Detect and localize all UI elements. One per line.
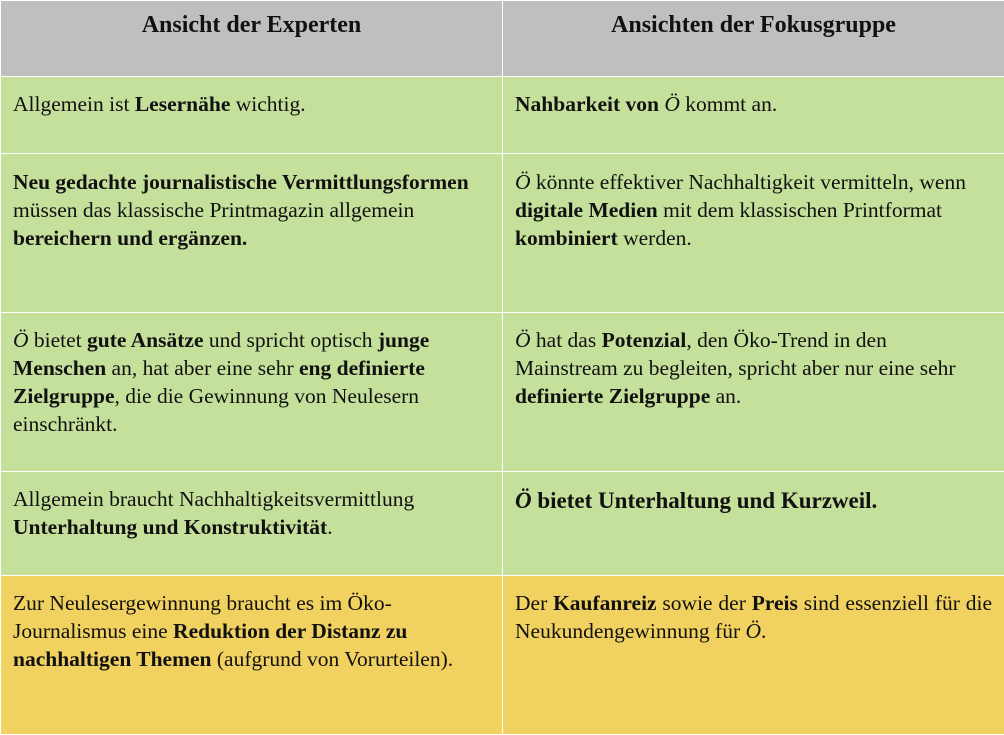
text-run: . [761, 619, 766, 643]
text-run: könnte effektiver Nachhaltigkeit vermitteln, wenn [531, 170, 966, 194]
text-run: junge Menschen [13, 328, 429, 380]
text-run: Ö [515, 328, 531, 352]
text-run: , den Öko-Trend in den Mainstream zu begleiten, spricht aber nur eine sehr [515, 328, 956, 380]
text-run: hat das [531, 328, 602, 352]
text-run: Unterhaltung und Konstruktivität [13, 515, 327, 539]
text-run: definierte Zielgruppe [515, 384, 710, 408]
text-run: Kaufanreiz [553, 591, 657, 615]
text-run: (aufgrund von Vorurteilen). [212, 647, 454, 671]
experts-cell [13, 168, 490, 252]
experts-cell [13, 485, 490, 541]
text-run: . [327, 515, 332, 539]
table-row [1, 472, 1004, 576]
text-run: Allgemein ist [13, 92, 135, 116]
text-run: Neu gedachte journalistische Vermittlungsformen [13, 170, 469, 194]
text-run: Ö [515, 488, 532, 513]
table-row [1, 154, 1004, 313]
text-run: Ö [664, 92, 680, 116]
text-run: Zur Neulesergewinnung braucht es im Öko-Journalismus eine [13, 591, 392, 643]
text-run: Der [515, 591, 553, 615]
text-run: digitale Medien [515, 198, 658, 222]
text-run: Nahbarkeit von [515, 92, 664, 116]
header-row [1, 1, 1004, 77]
focus-group-cell [515, 485, 992, 515]
text-run: wichtig. [230, 92, 305, 116]
focus-group-cell [515, 589, 992, 645]
text-run: Allgemein braucht Nachhaltigkeitsvermittlung [13, 487, 414, 511]
text-run: kommt an. [680, 92, 777, 116]
focus-group-cell [515, 168, 992, 252]
experts-cell [13, 90, 490, 118]
experts-cell [13, 326, 490, 438]
text-run: Ö [745, 619, 761, 643]
text-run: an. [710, 384, 741, 408]
text-run: sowie der [657, 591, 752, 615]
text-run: Ö [515, 170, 531, 194]
text-run: eng definierte Zielgruppe [13, 356, 425, 408]
text-run: Ö [13, 328, 29, 352]
text-run: mit dem klassischen Printformat [658, 198, 942, 222]
text-run: werden. [618, 226, 692, 250]
text-run: kombiniert [515, 226, 618, 250]
text-run: gute Ansätze [87, 328, 203, 352]
text-run: Potenzial [602, 328, 687, 352]
focus-group-cell [515, 90, 992, 118]
text-run: sind essenziell für die Neukundengewinnung für [515, 591, 992, 643]
text-run: Preis [752, 591, 798, 615]
text-run: müssen das klassische Printmagazin allgemein [13, 198, 414, 222]
table-row [1, 576, 1004, 735]
text-run: , die die Gewinnung von Neulesern einschränkt. [13, 384, 419, 436]
focus-group-cell [515, 326, 992, 410]
header-experts: Ansicht der Experten [1, 1, 503, 77]
table-row [1, 313, 1004, 472]
text-run: bereichern und ergänzen. [13, 226, 247, 250]
text-run: Reduktion der Distanz zu nachhaltigen Themen [13, 619, 407, 671]
header-focus-group: Ansichten der Fokusgruppe [503, 1, 1004, 77]
table-row [1, 77, 1004, 154]
text-run: bietet Unterhaltung und Kurzweil. [532, 488, 878, 513]
text-run: bietet [29, 328, 88, 352]
text-run: und spricht optisch [204, 328, 378, 352]
experts-cell [13, 589, 490, 673]
text-run: Lesernähe [135, 92, 231, 116]
text-run: an, hat aber eine sehr [106, 356, 299, 380]
